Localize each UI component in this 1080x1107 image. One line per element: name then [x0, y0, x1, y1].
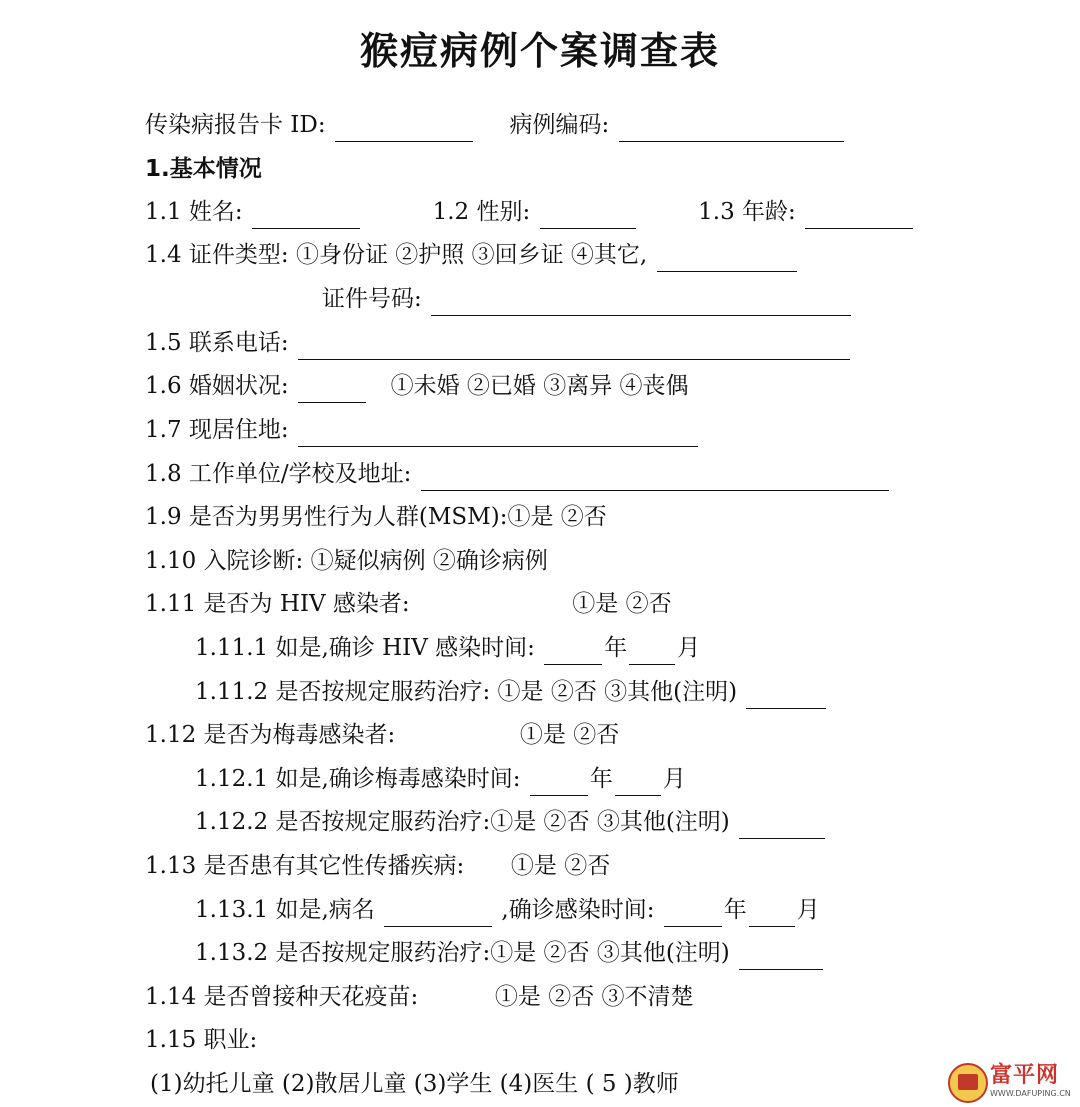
row-diagnosis: 1.10 入院诊断: ①疑似病例 ②确诊病例	[145, 548, 548, 574]
syphilis-treatment-label: 1.12.2 是否按规定服药治疗:①是 ②否 ③其他(注明)	[195, 809, 730, 835]
month-label: 月	[662, 766, 686, 792]
name-label: 1.1 姓名:	[145, 199, 243, 225]
row-id-type	[145, 238, 799, 272]
case-code-field[interactable]	[619, 115, 844, 142]
row-msm: 1.9 是否为男男性行为人群(MSM):①是 ②否	[145, 504, 607, 530]
syphilis-treatment-other-field[interactable]	[739, 812, 825, 839]
age-field[interactable]	[805, 202, 913, 229]
row-phone	[145, 326, 852, 360]
hiv-month-field[interactable]	[629, 638, 675, 665]
row-syphilis-time	[195, 762, 686, 796]
hiv-label: 1.11 是否为 HIV 感染者:	[145, 591, 410, 617]
name-field[interactable]	[252, 202, 360, 229]
id-type-label: 1.4 证件类型: ①身份证 ②护照 ③回乡证 ④其它,	[145, 242, 648, 268]
std-options: ①是 ②否	[510, 853, 611, 879]
case-code-label: 病例编码:	[509, 112, 610, 138]
row-smallpox	[145, 980, 694, 1014]
header-ids-row	[145, 108, 846, 142]
syphilis-year-field[interactable]	[530, 769, 588, 796]
row-hiv-treatment	[195, 675, 828, 709]
id-type-other-field[interactable]	[657, 245, 797, 272]
marital-label: 1.6 婚姻状况:	[145, 373, 289, 399]
phone-label: 1.5 联系电话:	[145, 330, 289, 356]
std-label: 1.13 是否患有其它性传播疾病:	[145, 853, 465, 879]
section-heading: 1.基本情况	[145, 156, 262, 182]
card-id-field[interactable]	[335, 115, 473, 142]
row-hiv-time	[195, 631, 700, 665]
year-label: 年	[589, 766, 613, 792]
row-residence	[145, 413, 700, 447]
hiv-treatment-label: 1.11.2 是否按规定服药治疗: ①是 ②否 ③其他(注明)	[195, 679, 738, 705]
syphilis-label: 1.12 是否为梅毒感染者:	[145, 722, 396, 748]
year-label: 年	[723, 897, 747, 923]
watermark-brand: 富平网	[990, 1063, 1060, 1088]
row-occupation-options: (1)幼托儿童 (2)散居儿童 (3)学生 (4)医生 ( 5 )教师	[150, 1071, 679, 1097]
std-name-field[interactable]	[384, 900, 492, 927]
row-marital	[145, 369, 689, 403]
std-name-label: 1.13.1 如是,病名	[195, 897, 375, 923]
sex-label: 1.2 性别:	[432, 199, 531, 225]
watermark-badge-icon	[948, 1063, 988, 1103]
row-workplace	[145, 457, 891, 491]
age-label: 1.3 年龄:	[698, 199, 796, 225]
year-label: 年	[604, 635, 628, 661]
row-hiv	[145, 587, 672, 621]
residence-label: 1.7 现居住地:	[145, 417, 289, 443]
workplace-field[interactable]	[421, 464, 889, 491]
smallpox-options: ①是 ②否 ③不清楚	[494, 984, 694, 1010]
syphilis-time-label: 1.12.1 如是,确诊梅毒感染时间:	[195, 766, 521, 792]
row-std-detail	[195, 893, 820, 927]
smallpox-label: 1.14 是否曾接种天花疫苗:	[145, 984, 419, 1010]
watermark-url: WWW.DAFUPING.CN	[990, 1089, 1071, 1098]
std-time-label: ,确诊感染时间:	[501, 897, 655, 923]
std-treatment-label: 1.13.2 是否按规定服药治疗:①是 ②否 ③其他(注明)	[195, 940, 730, 966]
sex-field[interactable]	[540, 202, 636, 229]
std-month-field[interactable]	[749, 900, 795, 927]
hiv-treatment-other-field[interactable]	[746, 682, 826, 709]
marital-field[interactable]	[298, 376, 366, 403]
row-syphilis-treatment	[195, 805, 827, 839]
marital-options: ①未婚 ②已婚 ③离异 ④丧偶	[390, 373, 689, 399]
workplace-label: 1.8 工作单位/学校及地址:	[145, 461, 412, 487]
id-number-field[interactable]	[431, 289, 851, 316]
row-name-sex-age	[145, 195, 915, 229]
month-label: 月	[796, 897, 820, 923]
id-number-label: 证件号码:	[322, 286, 422, 312]
residence-field[interactable]	[298, 420, 698, 447]
std-year-field[interactable]	[664, 900, 722, 927]
page-title: 猴痘病例个案调查表	[359, 29, 720, 73]
row-occupation: 1.15 职业:	[145, 1027, 258, 1053]
phone-field[interactable]	[298, 333, 850, 360]
card-id-label: 传染病报告卡 ID:	[145, 112, 326, 138]
row-std-treatment	[195, 936, 825, 970]
std-treatment-other-field[interactable]	[739, 943, 823, 970]
watermark-logo	[948, 1063, 1070, 1103]
row-std	[145, 849, 610, 883]
row-syphilis	[145, 718, 619, 752]
hiv-year-field[interactable]	[544, 638, 602, 665]
month-label: 月	[677, 635, 701, 661]
hiv-options: ①是 ②否	[572, 591, 672, 617]
row-id-number	[322, 282, 853, 316]
syphilis-month-field[interactable]	[615, 769, 661, 796]
syphilis-options: ①是 ②否	[519, 722, 620, 748]
hiv-time-label: 1.11.1 如是,确诊 HIV 感染时间:	[195, 635, 535, 661]
